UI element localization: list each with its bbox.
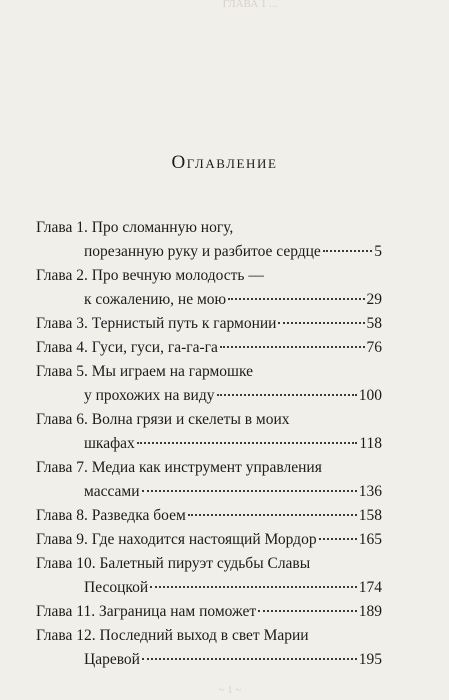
toc-page-number: 100 — [358, 387, 382, 404]
toc-entry-text: Глава 4. Гуси, гуси, га-га-га — [36, 339, 218, 356]
toc-entry-3 — [36, 312, 382, 336]
toc-entry-text: Глава 6. Волна грязи и скелеты в моих — [36, 411, 290, 428]
dot-leader — [142, 657, 357, 660]
toc-entry-text: у прохожих на виду — [84, 387, 215, 404]
toc-entry-7 — [36, 456, 382, 504]
toc-entry-11 — [36, 600, 382, 624]
toc-page-number: 158 — [358, 507, 382, 524]
toc-entry-5 — [36, 360, 382, 408]
toc-page-number: 195 — [358, 651, 382, 668]
dot-leader — [137, 441, 358, 444]
bleed-through-header: ГЛАВА 1 ... — [222, 0, 278, 10]
dot-leader — [150, 585, 357, 588]
toc-entry-text: Глава 5. Мы играем на гармошке — [36, 363, 254, 380]
toc-entry-text: Глава 9. Где находится настоящий Мордор — [36, 531, 317, 548]
toc-entry-10 — [36, 552, 382, 600]
toc-entry-text: Глава 7. Медиа как инструмент управления — [36, 459, 322, 476]
toc-entry-text: Глава 8. Разведка боем — [36, 507, 186, 524]
page-title: Оглавление — [171, 152, 278, 173]
toc-entry-12 — [36, 624, 382, 672]
toc-entry-text: Глава 1. Про сломанную ногу, — [36, 219, 234, 236]
dot-leader — [220, 345, 365, 348]
dot-leader — [319, 537, 357, 540]
dot-leader — [142, 489, 357, 492]
toc-page-number: 5 — [374, 243, 382, 260]
toc-entry-text: Глава 10. Балетный пируэт судьбы Славы — [36, 555, 311, 572]
toc-entry-text: Глава 2. Про вечную молодость — — [36, 267, 264, 284]
toc-entry-text: Глава 11. Заграница нам поможет — [36, 603, 257, 620]
toc-entry-2 — [36, 264, 382, 312]
toc-entry-4 — [36, 336, 382, 360]
toc-entry-text: Глава 12. Последний выход в свет Марии — [36, 627, 309, 644]
toc-page-number: 174 — [358, 579, 382, 596]
toc-entry-text: Глава 3. Тернистый путь к гармонии — [36, 315, 277, 332]
toc-page-number: 29 — [366, 291, 382, 308]
toc-entry-text: массами — [84, 483, 140, 500]
toc-page-number: 118 — [359, 435, 382, 452]
toc-entry-8 — [36, 504, 382, 528]
toc-page-number: 189 — [358, 603, 382, 620]
toc-entry-text: Царевой — [84, 651, 140, 668]
dot-leader — [188, 513, 357, 516]
dot-leader — [278, 321, 364, 324]
toc-entry-text: к сожалению, не мою — [84, 291, 227, 308]
toc-page-number: 165 — [358, 531, 382, 548]
toc-page-number: 76 — [366, 339, 382, 356]
dot-leader — [228, 297, 364, 300]
table-of-contents — [36, 216, 382, 672]
toc-entry-9 — [36, 528, 382, 552]
toc-entry-text: порезанную руку и разбитое сердце — [84, 243, 321, 260]
toc-entry-6 — [36, 408, 382, 456]
toc-page-number: 58 — [366, 315, 382, 332]
toc-entry-text: шкафах — [84, 435, 135, 452]
dot-leader — [258, 609, 357, 612]
dot-leader — [217, 393, 357, 396]
bleed-through-footer: ~ 1 ~ — [218, 684, 242, 696]
toc-entry-1 — [36, 216, 382, 264]
toc-page-number: 136 — [358, 483, 382, 500]
toc-entry-text: Песоцкой — [84, 579, 149, 596]
dot-leader — [323, 249, 372, 252]
